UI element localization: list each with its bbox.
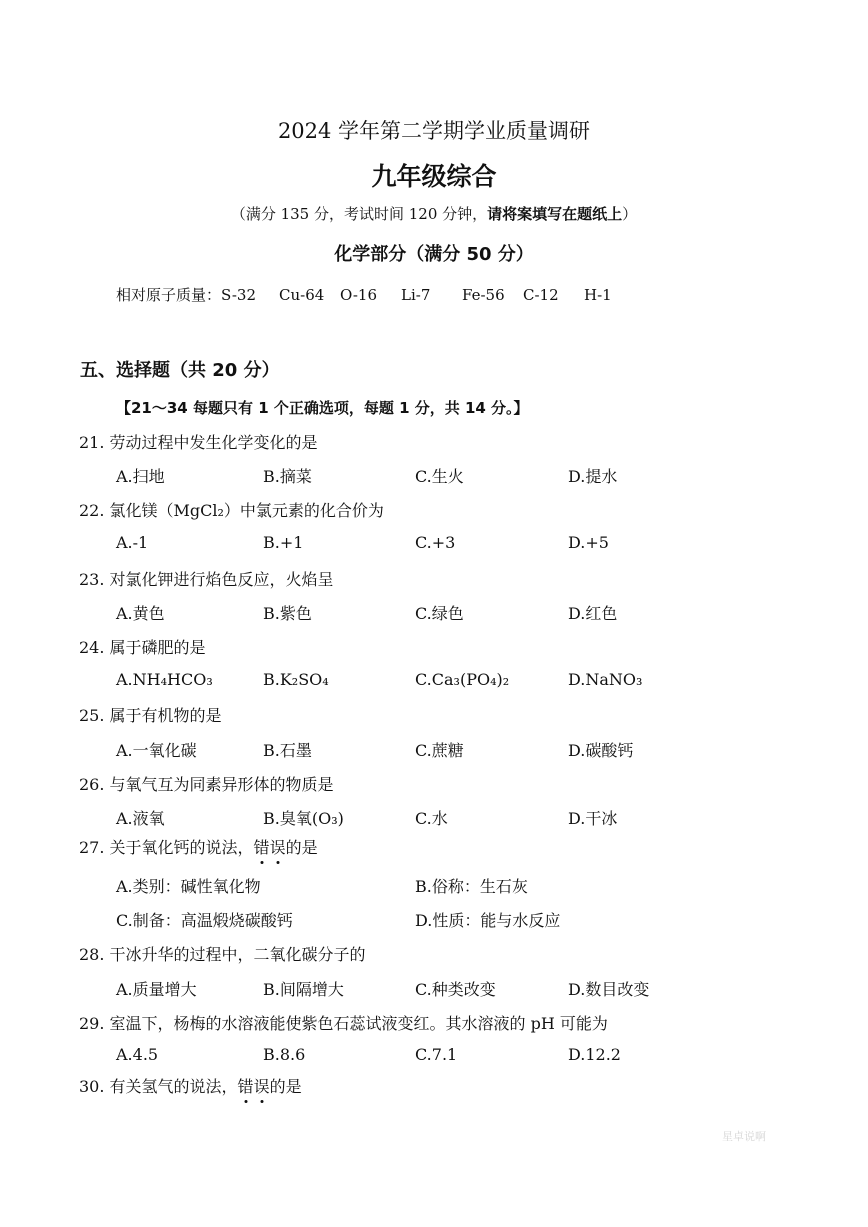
watermark: 星卓说啊 xyxy=(722,1130,766,1143)
option-a: A.4.5 xyxy=(116,1045,159,1064)
option-b: B.K₂SO₄ xyxy=(263,670,329,689)
option-d: D.NaNO₃ xyxy=(568,670,643,689)
option-d: D.+5 xyxy=(568,533,609,552)
option-d: D.红色 xyxy=(568,604,618,623)
emphasis-char: 错 xyxy=(238,1074,254,1097)
question-stem xyxy=(79,835,318,858)
option-c: C.7.1 xyxy=(415,1045,458,1064)
emphasis-char: 误 xyxy=(254,1074,270,1097)
question-stem xyxy=(79,1074,302,1097)
atomic-mass-item: H-1 xyxy=(584,286,612,304)
option-d: D.提水 xyxy=(568,467,618,486)
atomic-masses xyxy=(116,284,612,305)
section-title: 五、选择题（共 20 分） xyxy=(80,360,280,381)
option-a: A.液氧 xyxy=(116,809,165,828)
atomic-mass-item: O-16 xyxy=(340,286,378,304)
atomic-mass-item: Li-7 xyxy=(401,286,431,304)
emphasis-mark xyxy=(238,1077,270,1096)
question-stem: 29. 室温下，杨梅的水溶液能使紫色石蕊试液变红。其水溶液的 pH 可能为 xyxy=(79,1014,608,1033)
exam-note-prefix: （满分 135 分，考试时间 120 分钟， xyxy=(230,205,488,223)
option-b: B.臭氧(O₃) xyxy=(263,809,344,828)
atomic-masses-label: 相对原子质量： xyxy=(116,286,222,304)
option-c: C.制备：高温煅烧碳酸钙 xyxy=(116,911,293,930)
option-c: C.生火 xyxy=(415,467,464,486)
atomic-mass-item: Cu-64 xyxy=(279,286,325,304)
option-d: D.碳酸钙 xyxy=(568,741,634,760)
option-a: A.黄色 xyxy=(116,604,165,623)
option-a: A.一氧化碳 xyxy=(116,741,197,760)
exam-subject: 九年级综合 xyxy=(371,162,497,191)
exam-note xyxy=(0,203,868,224)
atomic-mass-item: Fe-56 xyxy=(462,286,505,304)
option-a: A.-1 xyxy=(116,533,149,552)
option-b: B.俗称：生石灰 xyxy=(415,877,528,896)
option-b: B.间隔增大 xyxy=(263,980,344,999)
part-title: 化学部分（满分 50 分） xyxy=(334,244,534,265)
question-stem: 22. 氯化镁（MgCl₂）中氯元素的化合价为 xyxy=(79,501,384,520)
section-instruction: 【21～34 每题只有 1 个正确选项，每题 1 分，共 14 分。】 xyxy=(116,399,529,417)
question-stem: 25. 属于有机物的是 xyxy=(79,706,222,725)
option-d: D.数目改变 xyxy=(568,980,650,999)
question-stem: 21. 劳动过程中发生化学变化的是 xyxy=(79,433,318,452)
option-d: D.12.2 xyxy=(568,1045,621,1064)
option-b: B.摘菜 xyxy=(263,467,312,486)
emphasis-char: 误 xyxy=(270,835,286,858)
question-stem: 24. 属于磷肥的是 xyxy=(79,638,206,657)
emphasis-mark xyxy=(254,838,286,857)
option-b: B.紫色 xyxy=(263,604,312,623)
option-a: A.扫地 xyxy=(116,467,165,486)
exam-note-suffix: ） xyxy=(622,205,638,223)
option-d: D.干冰 xyxy=(568,809,618,828)
option-c: C.种类改变 xyxy=(415,980,496,999)
option-b: B.+1 xyxy=(263,533,304,552)
option-a: A.质量增大 xyxy=(116,980,197,999)
option-c: C.+3 xyxy=(415,533,456,552)
question-stem: 23. 对氯化钾进行焰色反应，火焰呈 xyxy=(79,570,334,589)
emphasis-char: 错 xyxy=(254,835,270,858)
atomic-mass-item: C-12 xyxy=(523,286,559,304)
option-c: C.蔗糖 xyxy=(415,741,464,760)
option-c: C.绿色 xyxy=(415,604,464,623)
question-stem-prefix: 30. 有关氢气的说法， xyxy=(79,1077,238,1096)
question-stem: 28. 干冰升华的过程中，二氧化碳分子的 xyxy=(79,945,366,964)
option-b: B.8.6 xyxy=(263,1045,306,1064)
atomic-mass-item: S-32 xyxy=(221,286,256,304)
option-b: B.石墨 xyxy=(263,741,312,760)
option-c: C.水 xyxy=(415,809,448,828)
option-a: A.类别：碱性氧化物 xyxy=(116,877,261,896)
question-stem-suffix: 的是 xyxy=(269,1077,302,1096)
exam-note-bold: 请将案填写在题纸上 xyxy=(487,205,623,223)
option-a: A.NH₄HCO₃ xyxy=(116,670,213,689)
question-stem-suffix: 的是 xyxy=(285,838,318,857)
option-d: D.性质：能与水反应 xyxy=(415,911,561,930)
question-stem-prefix: 27. 关于氧化钙的说法， xyxy=(79,838,254,857)
option-c: C.Ca₃(PO₄)₂ xyxy=(415,670,510,689)
question-stem: 26. 与氧气互为同素异形体的物质是 xyxy=(79,775,334,794)
exam-title: 2024 学年第二学期学业质量调研 xyxy=(277,119,591,143)
